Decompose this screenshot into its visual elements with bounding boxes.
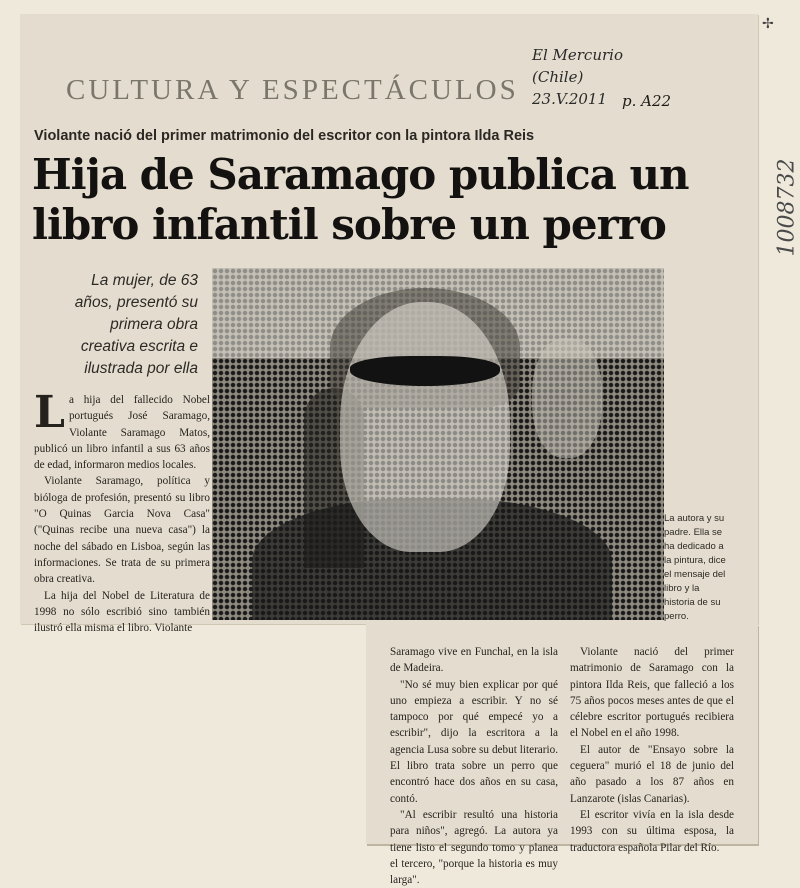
paragraph: El escritor vivía en la isla desde 1993 con su última esposa, la traductora española Pilar del Río.: [570, 808, 734, 854]
article-column-2: [390, 644, 558, 888]
paragraph: La hija del fallecido Nobel portugués José Saramago, Violante Saramago Matos, publicó un libro infantil a sus 63 años de edad, informaron medios locales.: [34, 387, 210, 472]
woman-face: [340, 302, 510, 552]
paragraph: "Al escribir resultó una historia para niños", agregó. La autora ya tiene listo el segundo tomo y planea el tercero, "porque la historia es muy larga".: [390, 808, 558, 887]
photo-caption: La autora y su padre. Ella se ha dedicado a la pintura, dice el mensaje del libro y la historia de su perro.: [664, 513, 726, 622]
paragraph: Violante Saramago, política y bióloga de profesión, presentó su libro "O Quinas Garcia Nova Casa" ("Quinas recibe una nueva casa") la noche del sábado en Lisboa, según las informaciones. Se trata de su primera obra creativa.: [34, 475, 210, 586]
handwritten-date: 23.V.2011: [532, 90, 608, 108]
background-person: [532, 338, 602, 458]
paragraph: Violante nació del primer matrimonio de Saramago con la pintora Ilda Reis, que falleció a los 75 años pocos meses antes de que el célebre escritor portugués recibiera el Nobel en el año 1998.: [570, 646, 734, 740]
sunglasses: [350, 356, 500, 386]
corner-mark-icon: ✢: [762, 17, 774, 32]
handwritten-country: (Chile): [532, 68, 584, 86]
paragraph: El autor de "Ensayo sobre la ceguera" murió el 18 de junio del año pasado a los 87 años en Lanzarote (islas Canarias).: [570, 743, 734, 805]
paragraph: Saramago vive en Funchal, en la isla de Madeira.: [390, 646, 558, 675]
subheadline: La mujer, de 63 años, presentó su primera obra creativa escrita e ilustrada por ella: [74, 272, 198, 377]
section-header: CULTURA Y ESPECTÁCULOS: [66, 74, 519, 106]
archive-id: 1008732: [774, 158, 800, 257]
paragraph: "No sé muy bien explicar por qué uno empieza a escribir. Y no sé tampoco por qué empecé yo a escribir", dijo la escritora a la agencia Lusa sobre su debut literario. El libro trata sobre un perro que encontró hace dos años en su casa, contó.: [390, 678, 558, 805]
headline: Hija de Saramago publica un libro infantil sobre un perro: [32, 150, 689, 249]
article-photo: [212, 268, 664, 620]
article-column-1: [34, 387, 210, 636]
kicker: Violante nació del primer matrimonio del escritor con la pintora Ilda Reis: [34, 128, 535, 144]
handwritten-page: p. A22: [622, 92, 672, 110]
article-column-3: [570, 644, 734, 856]
drop-cap: L: [34, 387, 65, 438]
handwritten-source: El Mercurio: [532, 46, 623, 64]
paragraph: La hija del Nobel de Literatura de 1998 no sólo escribió sino también ilustró ella misma el libro. Violante: [34, 589, 210, 635]
